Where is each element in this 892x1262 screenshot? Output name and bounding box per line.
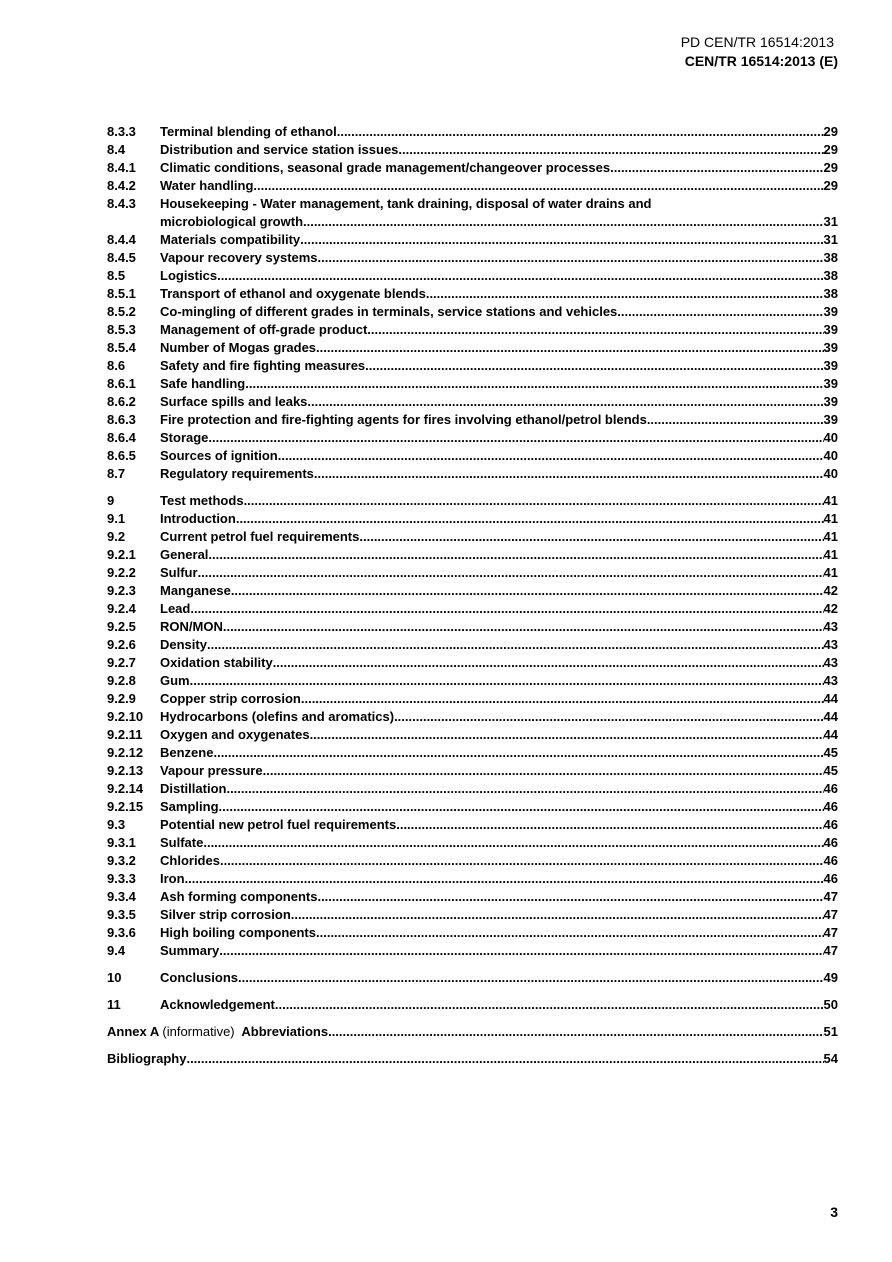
toc-entry-number: 8.4.3 [107,196,136,211]
toc-entry-title [107,1024,328,1039]
toc-entry-title: Climatic conditions, seasonal grade management/changeover processes [160,160,611,175]
toc-entry[interactable] [107,601,838,619]
toc-entry-title: Summary [160,943,220,958]
dot-leader [253,178,823,193]
dot-leader [317,889,823,904]
toc-entry-title: Oxygen and oxygenates [160,727,310,742]
toc-entry[interactable] [107,727,838,745]
dot-leader [263,763,824,778]
toc-entry-title: Chlorides [160,853,220,868]
toc-entry[interactable] [107,1024,838,1042]
toc-entry-title: Number of Mogas grades [160,340,317,355]
toc-entry[interactable] [107,853,838,871]
toc-entry[interactable] [107,763,838,781]
dot-leader [231,583,824,598]
toc-entry[interactable] [107,268,838,286]
toc-entry[interactable] [107,493,838,511]
toc-entry-page: 44 [823,709,838,724]
toc-entry[interactable] [107,547,838,565]
toc-entry-title: Ash forming components [160,889,318,904]
toc-entry-number: 9.2.15 [107,799,144,814]
dot-leader [301,691,824,706]
toc-entry-page: 39 [823,412,838,427]
toc-entry-title: Manganese [160,583,231,598]
toc-entry[interactable] [107,286,838,304]
toc-entry[interactable] [107,250,838,268]
dot-leader [310,727,824,742]
toc-entry[interactable] [107,142,838,160]
toc-entry[interactable] [107,907,838,925]
toc-entry[interactable] [107,691,838,709]
toc-entry-page: 50 [823,997,838,1012]
toc-entry[interactable] [107,304,838,322]
toc-entry-page: 47 [823,889,838,904]
toc-entry-page: 47 [823,925,838,940]
toc-entry-number: 9.3.1 [107,835,136,850]
dot-leader [303,214,824,229]
toc-entry[interactable] [107,448,838,466]
toc-entry-number: 8.5 [107,268,126,283]
toc-entry-title: Materials compatibility [160,232,301,247]
toc-entry-title: Logistics [160,268,218,283]
annex-title: Abbreviations [241,1024,329,1039]
toc-entry-number: 9.3.6 [107,925,136,940]
toc-entry-page: 44 [823,691,838,706]
page-number: 3 [830,1204,838,1220]
toc-entry-page: 44 [823,727,838,742]
toc-entry-title: Regulatory requirements [160,466,314,481]
toc-entry-number: 8.6.3 [107,412,136,427]
toc-entry-page: 46 [823,853,838,868]
toc-entry-page: 46 [823,799,838,814]
toc-entry-title: Co-mingling of different grades in terminals, service stations and vehicles [160,304,618,319]
table-of-contents [107,124,838,1069]
toc-entry-number: 9.2.12 [107,745,144,760]
toc-entry-number: 9 [107,493,115,508]
toc-entry[interactable] [107,358,838,376]
toc-entry-number: 9.2.9 [107,691,136,706]
dot-leader [291,907,824,922]
toc-entry[interactable] [107,466,838,484]
toc-entry-number: 9.3.4 [107,889,136,904]
toc-entry-number: 11 [107,997,121,1012]
toc-entry-page: 42 [823,583,838,598]
toc-entry-title: RON/MON [160,619,223,634]
toc-entry-number: 8.6.4 [107,430,136,445]
toc-entry[interactable] [107,781,838,799]
toc-entry-number: 9.2.4 [107,601,136,616]
toc-entry-title: Sampling [160,799,219,814]
toc-entry[interactable] [107,655,838,673]
toc-entry-page: 41 [823,511,838,526]
toc-entry-number: 8.6 [107,358,126,373]
toc-entry-title: Bibliography [107,1051,187,1066]
dot-leader [236,511,824,526]
toc-entry-page: 46 [823,817,838,832]
toc-entry-number: 9.2.6 [107,637,136,652]
toc-entry-number: 8.3.3 [107,124,136,139]
toc-entry-number: 9.2.7 [107,655,136,670]
toc-entry-title: microbiological growth [160,214,304,229]
toc-entry-title: Vapour pressure [160,763,263,778]
dot-leader [396,817,823,832]
toc-entry-page: 39 [823,304,838,319]
toc-entry-number: 8.5.1 [107,286,136,301]
toc-entry-title: Safety and fire fighting measures [160,358,366,373]
annex-label: Annex A [107,1024,159,1039]
dot-leader [226,781,823,796]
toc-entry[interactable] [107,970,838,988]
dot-leader [203,835,823,850]
dot-leader [190,673,824,688]
dot-leader [617,304,823,319]
toc-entry-title: Test methods [160,493,244,508]
toc-entry-page: 49 [823,970,838,985]
toc-entry[interactable] [107,565,838,583]
toc-entry-page: 45 [823,763,838,778]
toc-entry-number: 8.4.2 [107,178,136,193]
toc-entry-number: 9.2.11 [107,727,143,742]
toc-entry-number: 9.2.14 [107,781,144,796]
dot-leader [610,160,823,175]
toc-entry-title: Safe handling [160,376,246,391]
toc-entry-title: Copper strip corrosion [160,691,301,706]
toc-entry-number: 9.2.1 [107,547,136,562]
toc-entry-title: Distribution and service station issues [160,142,399,157]
toc-entry[interactable] [107,583,838,601]
toc-entry-title: High boiling components [160,925,316,940]
dot-leader [208,547,823,562]
toc-entry-number: 9.1 [107,511,126,526]
dot-leader [219,943,823,958]
toc-entry[interactable] [107,871,838,889]
toc-entry-page: 39 [823,358,838,373]
toc-entry-page: 54 [823,1051,838,1066]
toc-entry-title: Oxidation stability [160,655,273,670]
toc-entry-number: 8.5.3 [107,322,136,337]
toc-entry-page: 43 [823,673,838,688]
toc-entry-title: Sulfur [160,565,198,580]
toc-entry-page: 38 [823,268,838,283]
toc-entry-title: Housekeeping - Water management, tank draining, disposal of water drains and [160,196,652,211]
toc-entry-page: 29 [823,142,838,157]
dot-leader [275,997,824,1012]
toc-entry-title: Silver strip corrosion [160,907,291,922]
toc-entry-number: 9.2.8 [107,673,136,688]
toc-entry-page: 46 [823,835,838,850]
toc-entry-page: 43 [823,637,838,652]
document-id-edition: CEN/TR 16514:2013 (E) [684,53,838,69]
toc-entry-title: General [160,547,209,562]
dot-leader [328,1024,823,1039]
toc-entry-page: 31 [823,232,838,247]
toc-entry-number: 8.4.5 [107,250,136,265]
dot-leader [394,709,823,724]
toc-entry-number: 9.3.3 [107,871,136,886]
dot-leader [185,871,824,886]
toc-entry-page: 40 [823,448,838,463]
annex-type: (informative) [162,1024,235,1039]
toc-entry[interactable] [107,817,838,835]
toc-entry[interactable] [107,511,838,529]
toc-entry-number: 8.4.1 [107,160,136,175]
toc-entry-number: 9.2.2 [107,565,136,580]
toc-entry-page: 47 [823,943,838,958]
toc-entry-number: 9.4 [107,943,126,958]
toc-entry-number: 9.2.10 [107,709,144,724]
toc-entry[interactable] [107,178,838,196]
dot-leader [337,124,824,139]
toc-entry-title: Management of off-grade product [160,322,368,337]
dot-leader [367,322,823,337]
toc-entry-page: 38 [823,286,838,301]
toc-entry-page: 40 [823,430,838,445]
toc-entry-title: Acknowledgement [160,997,275,1012]
toc-entry-number: 8.6.1 [107,376,136,391]
toc-entry-title: Conclusions [160,970,239,985]
toc-entry[interactable] [107,709,838,727]
toc-entry-page: 41 [823,565,838,580]
toc-entry-title: Gum [160,673,190,688]
toc-entry[interactable] [107,529,838,547]
toc-entry-page: 41 [823,529,838,544]
dot-leader [314,466,824,481]
dot-leader [300,232,823,247]
toc-entry[interactable] [107,745,838,763]
toc-entry-title: Sources of ignition [160,448,278,463]
dot-leader [316,340,824,355]
toc-entry-title: Storage [160,430,209,445]
dot-leader [219,799,824,814]
toc-entry-title: Iron [160,871,185,886]
toc-entry-page: 41 [823,547,838,562]
toc-entry[interactable] [107,376,838,394]
toc-entry-number: 8.4 [107,142,126,157]
toc-entry-page: 39 [823,376,838,391]
dot-leader [186,1051,823,1066]
dot-leader [190,601,823,616]
toc-entry-number: 9.3.5 [107,907,136,922]
dot-leader [208,430,823,445]
toc-entry-page: 43 [823,619,838,634]
toc-entry[interactable] [107,394,838,412]
dot-leader [307,394,823,409]
toc-entry[interactable] [107,322,838,340]
toc-entry[interactable] [107,124,838,142]
toc-entry-page: 38 [823,250,838,265]
toc-entry-title: Sulfate [160,835,204,850]
toc-entry-number: 8.7 [107,466,126,481]
toc-entry[interactable] [107,196,838,232]
dot-leader [217,268,823,283]
toc-entry-page: 41 [823,493,838,508]
toc-entry-title: Vapour recovery systems [160,250,318,265]
toc-entry[interactable] [107,925,838,943]
toc-entry-number: 9.2 [107,529,126,544]
toc-entry-page: 51 [823,1024,838,1039]
dot-leader [213,745,823,760]
toc-entry-title: Transport of ethanol and oxygenate blends [160,286,426,301]
toc-entry[interactable] [107,160,838,178]
toc-entry-page: 39 [823,394,838,409]
dot-leader [316,925,824,940]
toc-entry[interactable] [107,997,838,1015]
toc-entry-number: 8.5.4 [107,340,136,355]
dot-leader [273,655,824,670]
toc-entry-page: 39 [823,340,838,355]
dot-leader [207,637,824,652]
toc-entry-page: 29 [823,124,838,139]
toc-entry-title: Introduction [160,511,236,526]
dot-leader [198,565,824,580]
toc-entry[interactable] [107,799,838,817]
dot-leader [245,376,823,391]
toc-entry[interactable] [107,673,838,691]
toc-entry-number: 9.2.3 [107,583,136,598]
toc-entry-number: 8.4.4 [107,232,136,247]
toc-entry-title: Fire protection and fire-fighting agents for fires involving ethanol/petrol blends [160,412,647,427]
toc-entry-page: 42 [823,601,838,616]
toc-entry-page: 29 [823,178,838,193]
dot-leader [647,412,824,427]
toc-entry-page: 46 [823,781,838,796]
toc-entry[interactable] [107,943,838,961]
toc-entry-page: 29 [823,160,838,175]
toc-entry-title: Hydrocarbons (olefins and aromatics) [160,709,395,724]
toc-entry[interactable] [107,340,838,358]
toc-entry[interactable] [107,430,838,448]
toc-entry[interactable] [107,1051,838,1069]
toc-entry-title: Water handling [160,178,254,193]
toc-entry-page: 31 [823,214,838,229]
toc-entry-number: 8.6.2 [107,394,136,409]
toc-entry-number: 9.2.13 [107,763,144,778]
toc-entry[interactable] [107,619,838,637]
toc-entry-page: 39 [823,322,838,337]
toc-entry-page: 46 [823,871,838,886]
dot-leader [223,619,824,634]
dot-leader [365,358,823,373]
dot-leader [278,448,824,463]
document-id: PD CEN/TR 16514:2013 [680,34,834,50]
dot-leader [220,853,824,868]
toc-entry[interactable] [107,637,838,655]
toc-entry-title: Benzene [160,745,214,760]
toc-entry-title: Density [160,637,207,652]
toc-entry-title: Terminal blending of ethanol [160,124,337,139]
dot-leader [244,493,824,508]
toc-entry[interactable] [107,232,838,250]
dot-leader [318,250,824,265]
toc-entry[interactable] [107,889,838,907]
dot-leader [426,286,824,301]
dot-leader [398,142,823,157]
toc-entry-title: Surface spills and leaks [160,394,308,409]
toc-entry-number: 10 [107,970,122,985]
toc-entry-number: 9.3.2 [107,853,136,868]
toc-entry-page: 47 [823,907,838,922]
toc-entry-number: 8.5.2 [107,304,136,319]
toc-entry[interactable] [107,412,838,430]
toc-entry-title: Potential new petrol fuel requirements [160,817,397,832]
toc-entry-number: 9.3 [107,817,126,832]
toc-entry-page: 40 [823,466,838,481]
toc-entry-number: 9.2.5 [107,619,136,634]
dot-leader [359,529,823,544]
toc-entry-number: 8.6.5 [107,448,136,463]
toc-entry[interactable] [107,835,838,853]
toc-entry-title: Distillation [160,781,227,796]
toc-entry-page: 45 [823,745,838,760]
dot-leader [238,970,824,985]
toc-entry-title: Lead [160,601,191,616]
toc-entry-page: 43 [823,655,838,670]
toc-entry-title: Current petrol fuel requirements [160,529,360,544]
